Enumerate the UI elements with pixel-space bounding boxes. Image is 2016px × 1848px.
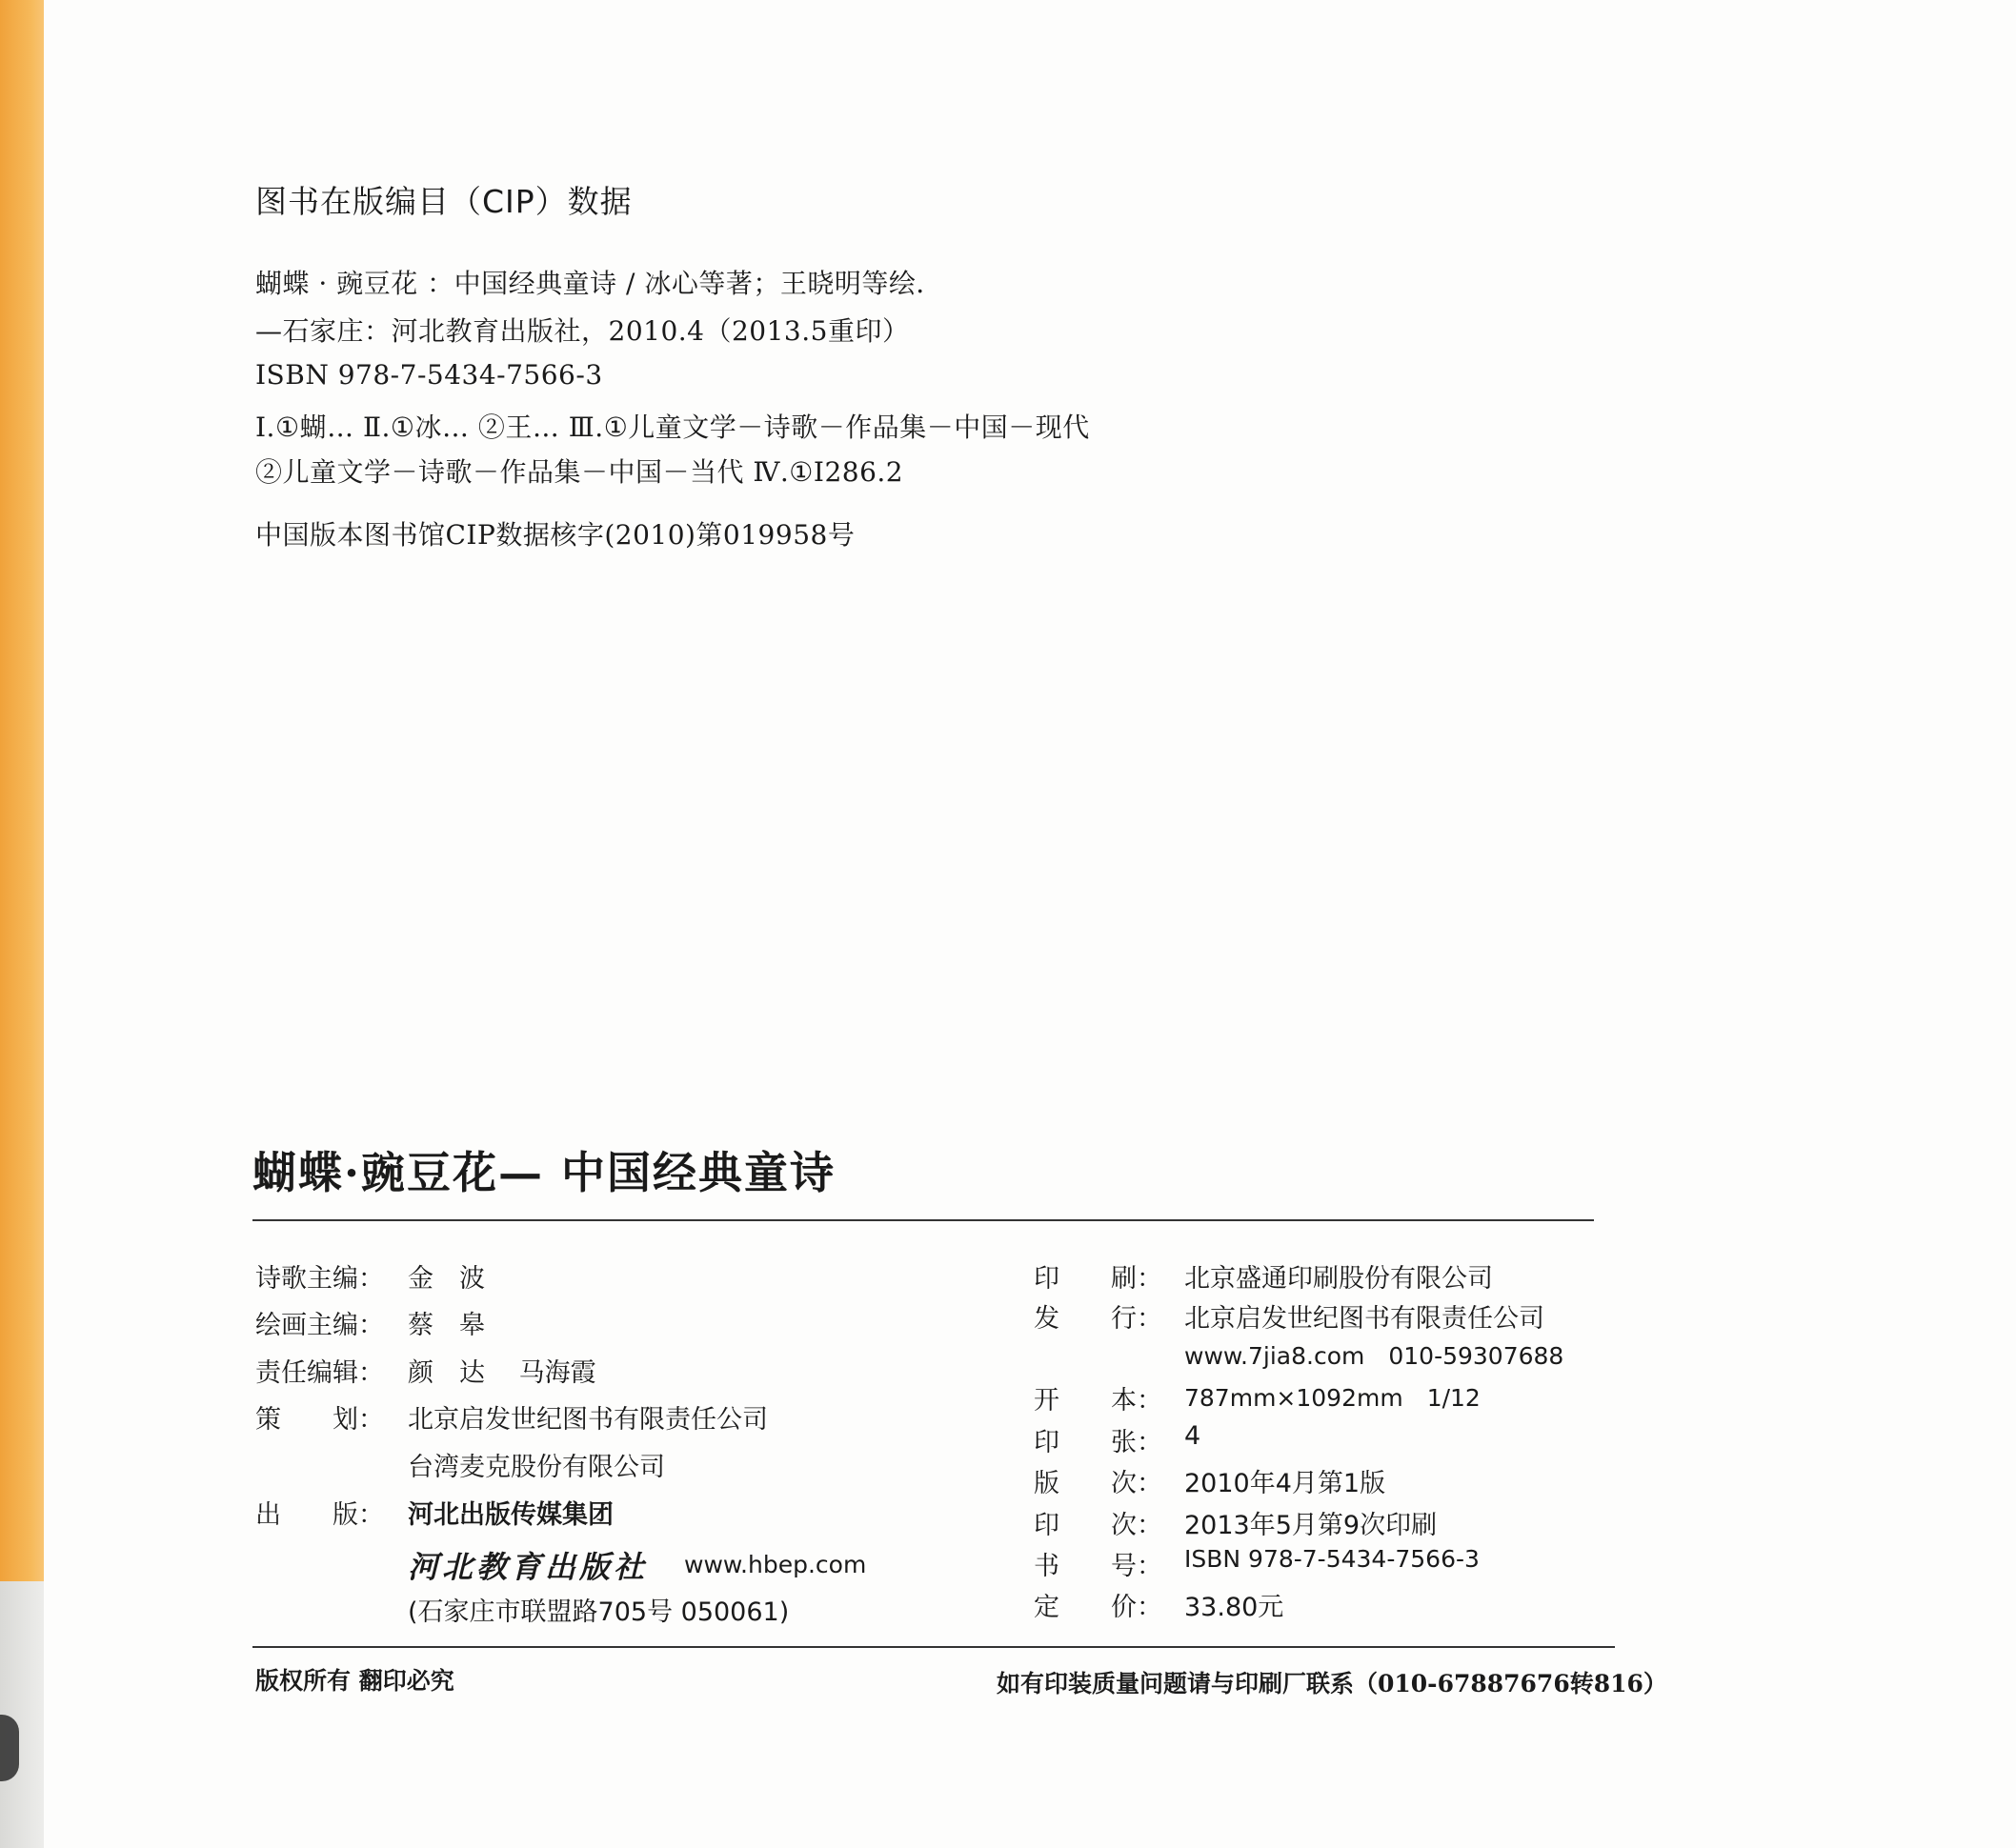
book-title: 蝴蝶·豌豆花— 中国经典童诗	[252, 1147, 837, 1198]
cip-line-subjects-1: Ⅰ.①蝴… Ⅱ.①冰… ②王… Ⅲ.①儿童文学－诗歌－作品集－中国－现代	[255, 412, 1090, 443]
credit-value-format: 787mm×1092mm 1/12	[1184, 1384, 1481, 1412]
credit-label-sheets: 印 张：	[1034, 1428, 1162, 1457]
credit-value-poetry-editor: 金 波	[408, 1264, 485, 1294]
quality-contact-notice: 如有印装质量问题请与印刷厂联系（010-67887676转816）	[997, 1670, 1667, 1697]
credit-label-responsible-editor: 责任编辑：	[255, 1358, 384, 1388]
cip-line-isbn: ISBN 978-7-5434-7566-3	[255, 359, 603, 391]
footer-rule	[252, 1646, 1615, 1648]
credit-label-distribution: 发 行：	[1034, 1304, 1162, 1334]
credit-label-book-number: 书 号：	[1034, 1552, 1162, 1581]
credit-value-planning-2: 台湾麦克股份有限公司	[408, 1453, 665, 1482]
publisher-address: (石家庄市联盟路705号 050061)	[408, 1597, 790, 1627]
cip-heading: 图书在版编目（CIP）数据	[255, 183, 633, 220]
credit-label-edition: 版 次：	[1034, 1469, 1162, 1498]
credit-value-impression: 2013年5月第9次印刷	[1184, 1511, 1438, 1540]
publisher-logo: 河北教育出版社	[408, 1549, 649, 1585]
credit-value-edition: 2010年4月第1版	[1184, 1469, 1386, 1498]
publisher-website: www.hbep.com	[684, 1551, 867, 1578]
cip-line-record-number: 中国版本图书馆CIP数据核字(2010)第019958号	[255, 519, 856, 551]
credit-label-poetry-editor: 诗歌主编：	[255, 1264, 384, 1294]
credit-value-printing: 北京盛通印刷股份有限公司	[1184, 1264, 1493, 1294]
cip-line-publisher: —石家庄：河北教育出版社，2010.4（2013.5重印）	[255, 315, 910, 347]
credit-value-responsible-editor: 颜 达 马海霞	[408, 1358, 596, 1388]
credit-label-printing: 印 刷：	[1034, 1264, 1162, 1294]
credit-label-format: 开 本：	[1034, 1386, 1162, 1416]
credit-label-price: 定 价：	[1034, 1593, 1162, 1622]
copyright-notice: 版权所有 翻印必究	[255, 1667, 454, 1695]
cip-line-title: 蝴蝶 · 豌豆花 ：中国经典童诗 / 冰心等著；王晓明等绘．	[255, 268, 943, 299]
cover-edge-strip	[0, 0, 44, 1581]
credit-value-sheets: 4	[1184, 1421, 1201, 1451]
credit-value-book-number: ISBN 978-7-5434-7566-3	[1184, 1545, 1480, 1573]
credit-label-planning: 策 划：	[255, 1405, 384, 1435]
credit-label-art-editor: 绘画主编：	[255, 1311, 384, 1340]
credit-value-distribution-contact: www.7jia8.com 010-59307688	[1184, 1342, 1564, 1370]
credit-label-impression: 印 次：	[1034, 1511, 1162, 1540]
title-rule	[252, 1219, 1594, 1221]
cip-line-subjects-2: ②儿童文学－诗歌－作品集－中国－当代 Ⅳ.①I286.2	[255, 456, 904, 488]
credit-value-planning: 北京启发世纪图书有限责任公司	[408, 1405, 768, 1435]
page-corner-mark	[0, 1715, 19, 1781]
credit-value-distribution: 北京启发世纪图书有限责任公司	[1184, 1304, 1544, 1334]
credit-value-price: 33.80元	[1184, 1593, 1284, 1622]
credit-value-art-editor: 蔡 皋	[408, 1311, 485, 1340]
credit-value-publishing: 河北出版传媒集团	[408, 1500, 614, 1530]
credit-label-publishing: 出 版：	[255, 1500, 384, 1530]
